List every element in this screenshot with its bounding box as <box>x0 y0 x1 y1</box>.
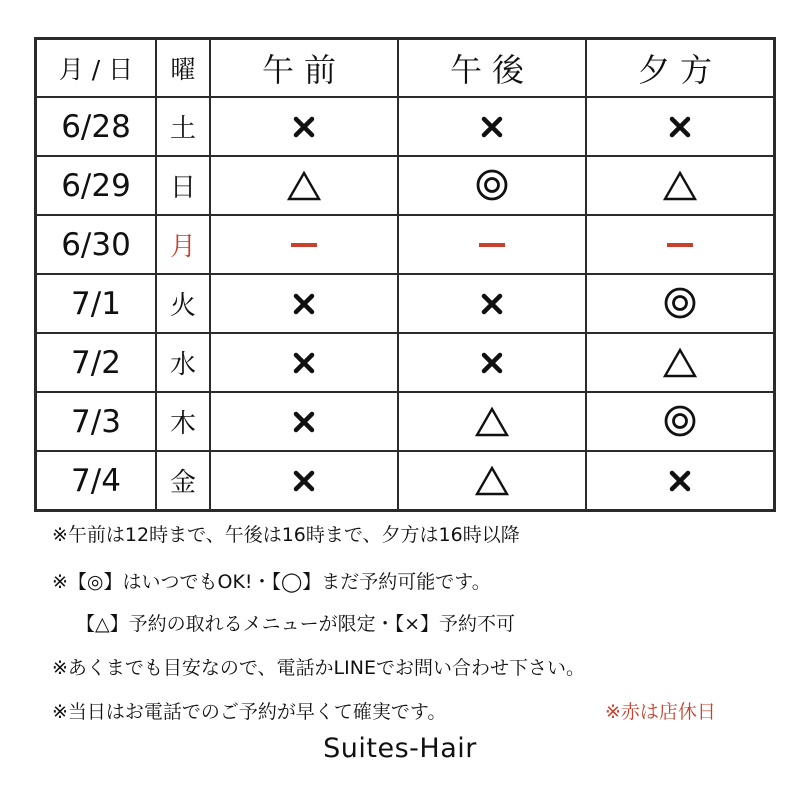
day-of-week-cell: 土 <box>156 97 210 156</box>
morning-slot-cell <box>210 97 398 156</box>
note-symbol-legend-2: 【△】予約の取れるメニューが限定・【×】予約不可 <box>76 613 516 635</box>
note-same-day: ※当日はお電話でのご予約が早くて確実です。 <box>52 701 447 723</box>
cross-mark-icon <box>472 107 512 147</box>
triangle-mark-icon <box>472 402 512 442</box>
table-row <box>36 156 775 215</box>
header-evening: 夕方 <box>586 39 775 98</box>
evening-slot-cell <box>586 274 775 333</box>
cross-mark-icon <box>284 461 324 501</box>
morning-slot-cell <box>210 333 398 392</box>
double-circle-mark-icon <box>660 283 700 323</box>
evening-slot-cell <box>586 451 775 511</box>
morning-slot-cell <box>210 156 398 215</box>
table-row <box>36 392 775 451</box>
afternoon-slot-cell <box>398 392 586 451</box>
table-row <box>36 274 775 333</box>
date-cell: 7/1 <box>36 274 157 333</box>
date-cell: 7/4 <box>36 451 157 511</box>
day-of-week-cell: 木 <box>156 392 210 451</box>
triangle-mark-icon <box>472 461 512 501</box>
afternoon-slot-cell <box>398 97 586 156</box>
header-date: 月 / 日 <box>36 39 157 98</box>
date-cell: 6/30 <box>36 215 157 274</box>
note-contact: ※あくまでも目安なので、電話かLINEでお問い合わせ下さい。 <box>52 657 585 679</box>
note-symbol-legend-1: ※【◎】はいつでもOK!・【◯】まだ予約可能です。 <box>52 571 491 593</box>
date-cell: 7/3 <box>36 392 157 451</box>
date-cell: 7/2 <box>36 333 157 392</box>
evening-slot-cell <box>586 97 775 156</box>
note-time-ranges: ※午前は12時まで、午後は16時まで、夕方は16時以降 <box>52 524 520 546</box>
cross-mark-icon <box>284 284 324 324</box>
cross-mark-icon <box>660 107 700 147</box>
header-afternoon: 午後 <box>398 39 586 98</box>
dash-mark-icon <box>660 225 700 265</box>
date-cell: 6/28 <box>36 97 157 156</box>
morning-slot-cell <box>210 215 398 274</box>
afternoon-slot-cell <box>398 156 586 215</box>
cross-mark-icon <box>472 343 512 383</box>
day-of-week-cell: 日 <box>156 156 210 215</box>
afternoon-slot-cell <box>398 451 586 511</box>
cross-mark-icon <box>472 284 512 324</box>
evening-slot-cell <box>586 156 775 215</box>
cross-mark-icon <box>284 343 324 383</box>
evening-slot-cell <box>586 215 775 274</box>
table-row <box>36 333 775 392</box>
cross-mark-icon <box>284 107 324 147</box>
day-of-week-cell: 月 <box>156 215 210 274</box>
morning-slot-cell <box>210 274 398 333</box>
triangle-mark-icon <box>284 166 324 206</box>
double-circle-mark-icon <box>472 165 512 205</box>
triangle-mark-icon <box>660 343 700 383</box>
cross-mark-icon <box>660 461 700 501</box>
evening-slot-cell <box>586 392 775 451</box>
double-circle-mark-icon <box>660 401 700 441</box>
shop-name: Suites-Hair <box>323 733 477 764</box>
evening-slot-cell <box>586 333 775 392</box>
dash-mark-icon <box>472 225 512 265</box>
dash-mark-icon <box>284 225 324 265</box>
table-row <box>36 97 775 156</box>
header-morning: 午前 <box>210 39 398 98</box>
table-row <box>36 451 775 511</box>
afternoon-slot-cell <box>398 215 586 274</box>
morning-slot-cell <box>210 451 398 511</box>
triangle-mark-icon <box>660 166 700 206</box>
afternoon-slot-cell <box>398 274 586 333</box>
table-row <box>36 215 775 274</box>
header-row <box>36 39 775 98</box>
morning-slot-cell <box>210 392 398 451</box>
day-of-week-cell: 火 <box>156 274 210 333</box>
schedule-body <box>36 97 775 511</box>
cross-mark-icon <box>284 402 324 442</box>
reservation-schedule-table <box>34 37 776 512</box>
day-of-week-cell: 水 <box>156 333 210 392</box>
header-day-of-week: 曜 <box>156 39 210 98</box>
note-closed-day: ※赤は店休日 <box>605 701 716 723</box>
afternoon-slot-cell <box>398 333 586 392</box>
day-of-week-cell: 金 <box>156 451 210 511</box>
date-cell: 6/29 <box>36 156 157 215</box>
